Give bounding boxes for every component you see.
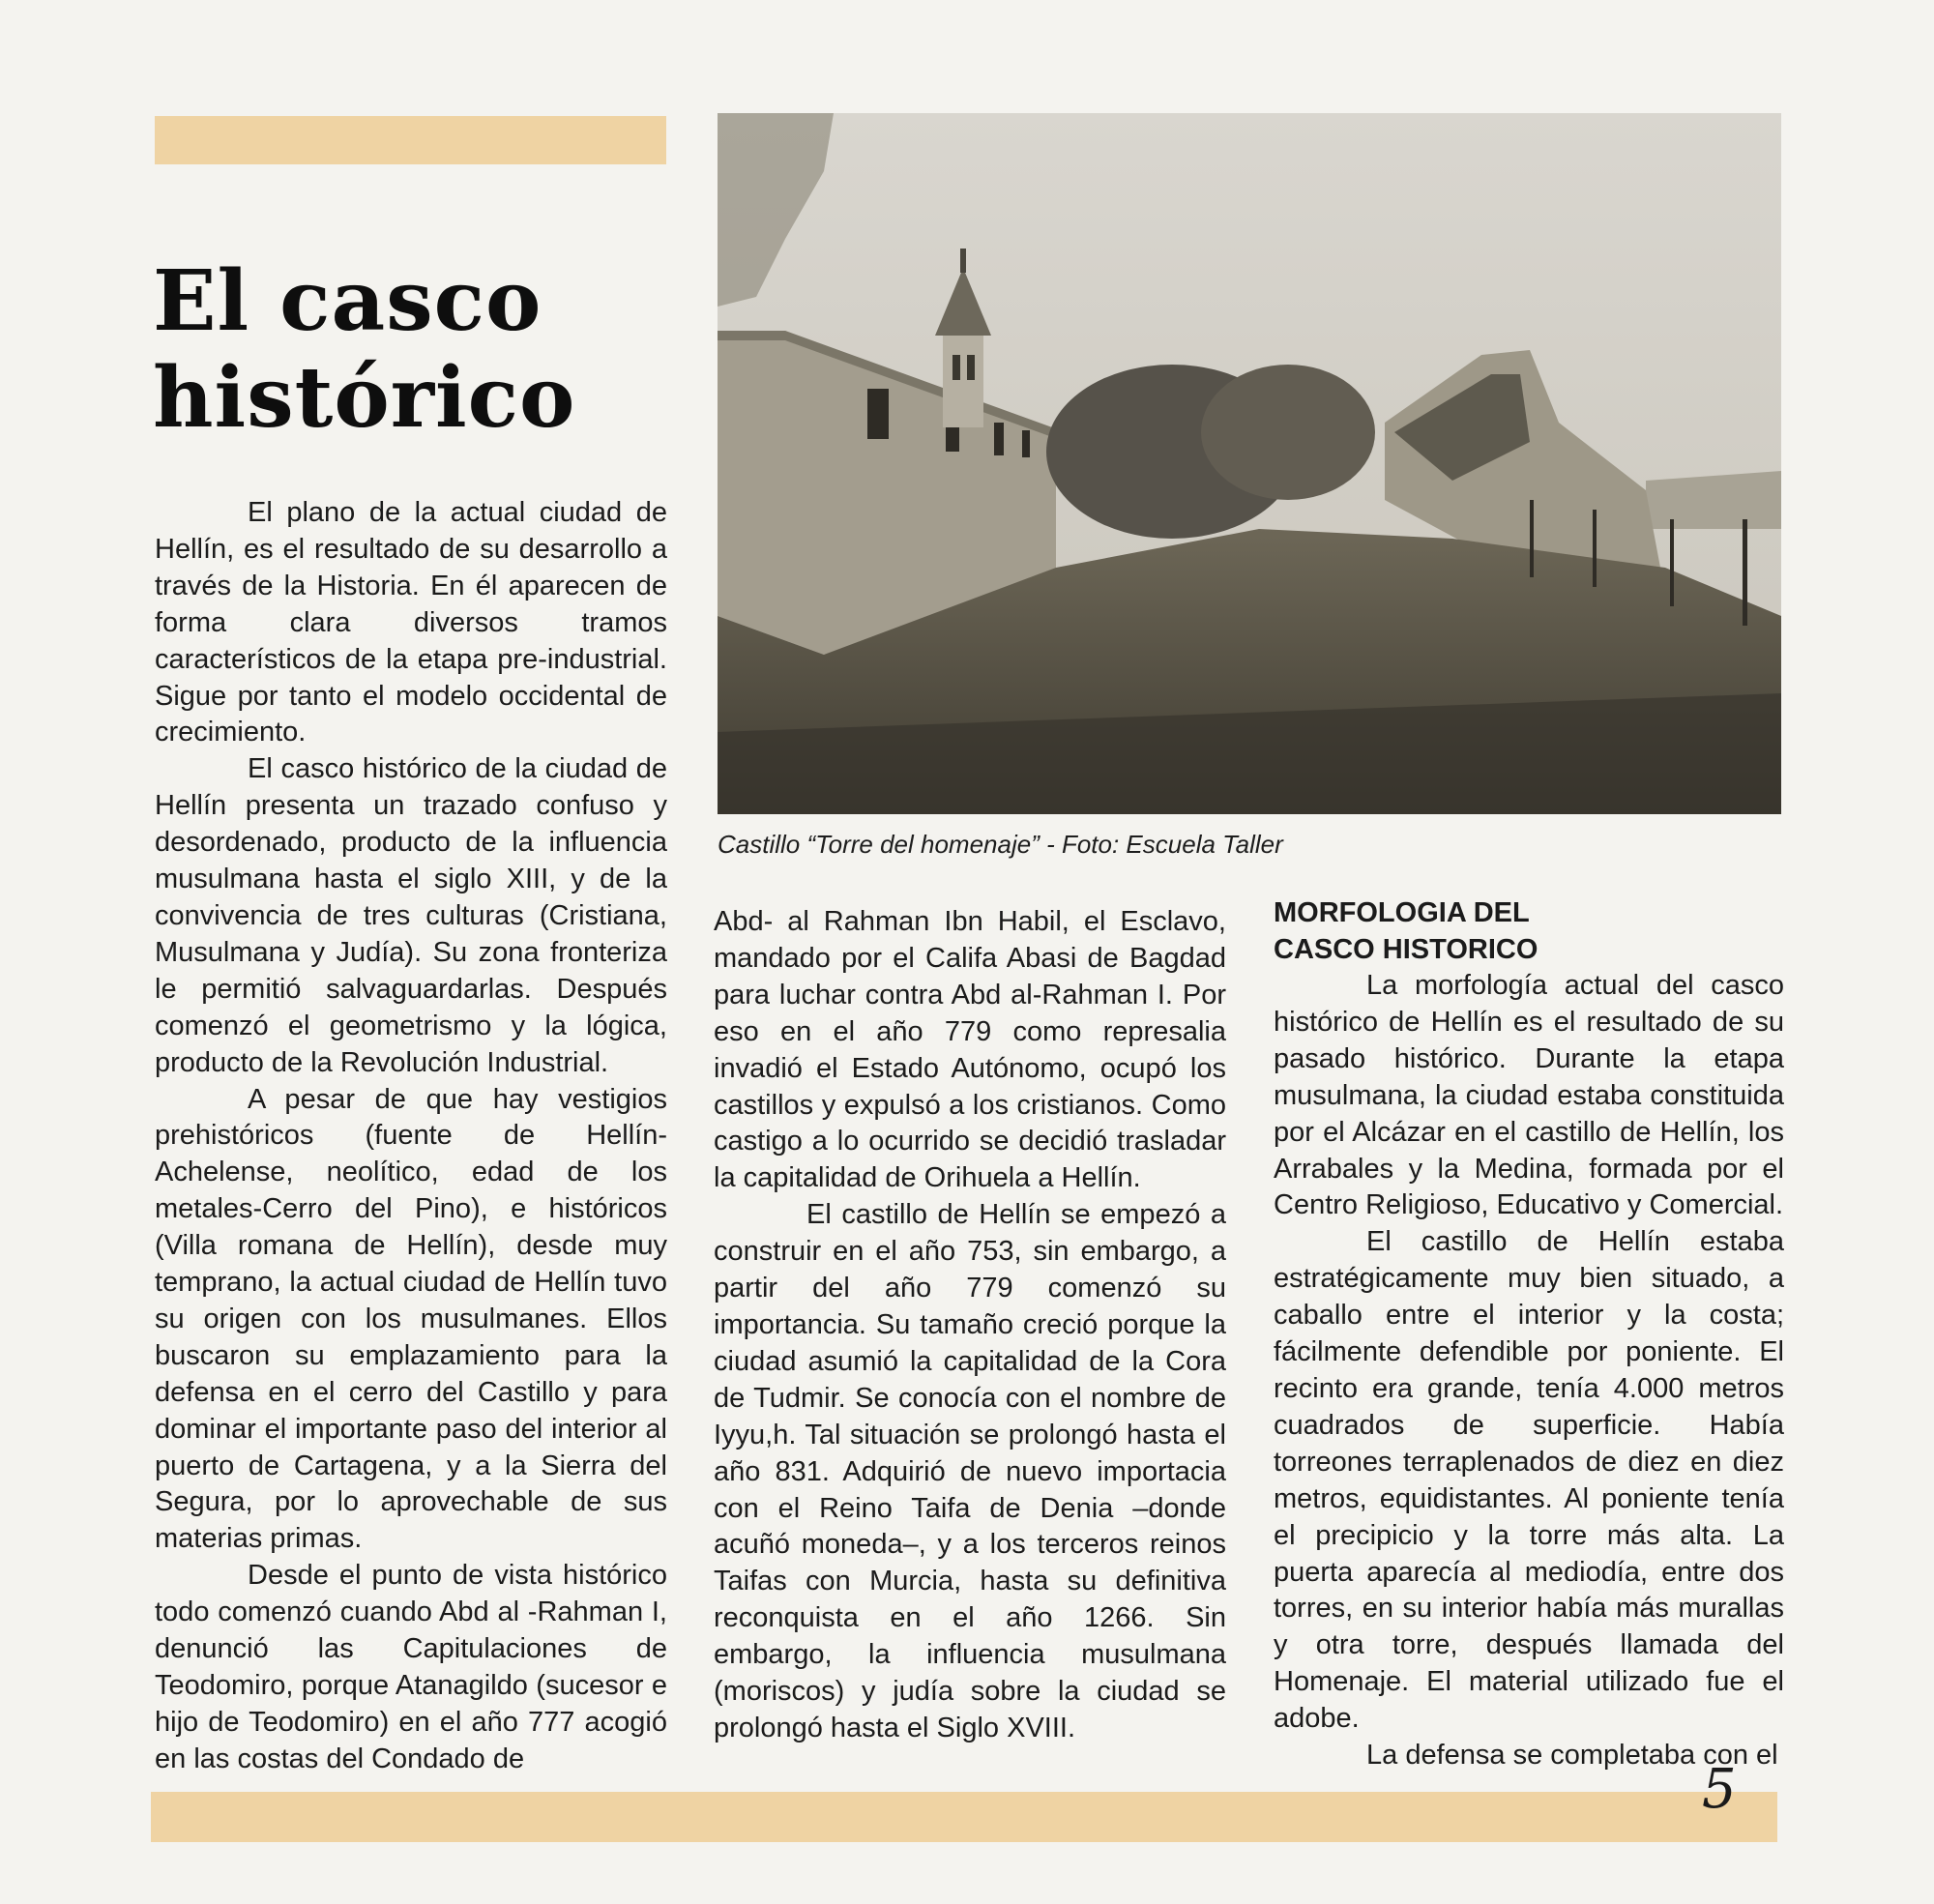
photo-caption: Castillo “Torre del homenaje” - Foto: Escuela Taller bbox=[718, 830, 1283, 859]
top-accent-band bbox=[155, 116, 666, 164]
bottom-accent-band bbox=[151, 1792, 1777, 1842]
column-middle bbox=[714, 904, 1226, 1747]
paragraph: Desde el punto de vista histórico todo comenzó cuando Abd al -Rahman I, denunció las Capitulaciones de Teodomiro, porque Atanagildo (sucesor e hijo de Teodomiro) en el año 777 acogió en las costas del Condado de bbox=[155, 1560, 667, 1774]
paragraph: La defensa se completaba con el bbox=[1366, 1740, 1778, 1772]
column-left bbox=[155, 495, 667, 1778]
page-number: 5 bbox=[1702, 1758, 1737, 1821]
castle-photo-illustration bbox=[718, 113, 1781, 814]
column-right bbox=[1274, 894, 1784, 1774]
paragraph: El plano de la actual ciudad de Hellín, es el resultado de su desarrollo a través de la Historia. En él aparecen de forma clara diversos tramos característicos de la etapa pre-industrial. Sigue por tanto el modelo occidental de crecimiento. bbox=[155, 497, 667, 748]
paragraph: El castillo de Hellín estaba estratégicamente muy bien situado, a caballo entre el interior y la costa; fácilmente defendible por poniente. El recinto era grande, tenía 4.000 metros cuadrados de superficie. Había torreones terraplenados de diez en diez metros, equidistantes. Al poniente tenía el precipicio y la torre más alta. La puerta aparecía al mediodía, entre dos torres, en su interior había más murallas y otra torre, después llamada del Homenaje. El material utilizado fue el adobe. bbox=[1274, 1226, 1784, 1735]
section-heading bbox=[1274, 894, 1784, 968]
paragraph: El casco histórico de la ciudad de Hellín presenta un trazado confuso y desordenado, producto de la influencia musulmana hasta el siglo XIII, y de la convivencia de tres culturas (Cristiana, Musulmana y Judía). Su zona fronteriza le permitió salvaguardarlas. Después comenzó el geometrismo y la lógica, producto de la Revolución Industrial. bbox=[155, 753, 667, 1078]
title-line-1: El casco bbox=[153, 252, 542, 350]
paragraph: La morfología actual del casco histórico de Hellín es el resultado de su pasado histórico. Durante la etapa musulmana, la ciudad estaba constituida por el Alcázar en el castillo de Hellín, los Arrabales y la Medina, formada por el Centro Religioso, Educativo y Comercial. bbox=[1274, 970, 1784, 1221]
paragraph: El castillo de Hellín se empezó a construir en el año 753, sin embargo, a partir del año 779 comenzó su importancia. Su tamaño creció porque la ciudad asumió la capitalidad de la Cora de Tudmir. Se conocía con el nombre de Iyyu,h. Tal situación se prolongó hasta el año 831. Adquirió de nuevo importacia con el Reino Taifa de Denia –donde acuñó moneda–, y a los terceros reinos Taifas con Murcia, hasta su definitiva reconquista en el año 1266. Sin embargo, la influencia musulmana (moriscos) y judía sobre la ciudad se prolongó hasta el Siglo XVIII. bbox=[714, 1199, 1226, 1743]
title-line-2: histórico bbox=[153, 349, 576, 447]
section-heading-line-2: CASCO HISTORICO bbox=[1274, 934, 1538, 965]
page-title bbox=[153, 253, 675, 447]
castle-photo bbox=[718, 113, 1781, 814]
paragraph: A pesar de que hay vestigios prehistóricos (fuente de Hellín-Achelense, neolítico, edad de los metales-Cerro del Pino), e históricos (Villa romana de Hellín), desde muy temprano, la actual ciudad de Hellín tuvo su origen con los musulmanes. Ellos buscaron su emplazamiento para la defensa en el cerro del Castillo y para dominar el importante paso del interior al puerto de Cartagena, y a la Sierra del Segura, por lo aprovechable de sus materias primas. bbox=[155, 1083, 667, 1555]
section-heading-line-1: MORFOLOGIA DEL bbox=[1274, 897, 1530, 928]
paragraph: Abd- al Rahman Ibn Habil, el Esclavo, mandado por el Califa Abasi de Bagdad para luchar contra Abd al-Rahman I. Por eso en el año 779 como represalia invadió el Estado Autónomo, ocupó los castillos y expulsó a los cristianos. Como castigo a lo ocurrido se decidió trasladar la capitalidad de Orihuela a Hellín. bbox=[714, 906, 1226, 1194]
